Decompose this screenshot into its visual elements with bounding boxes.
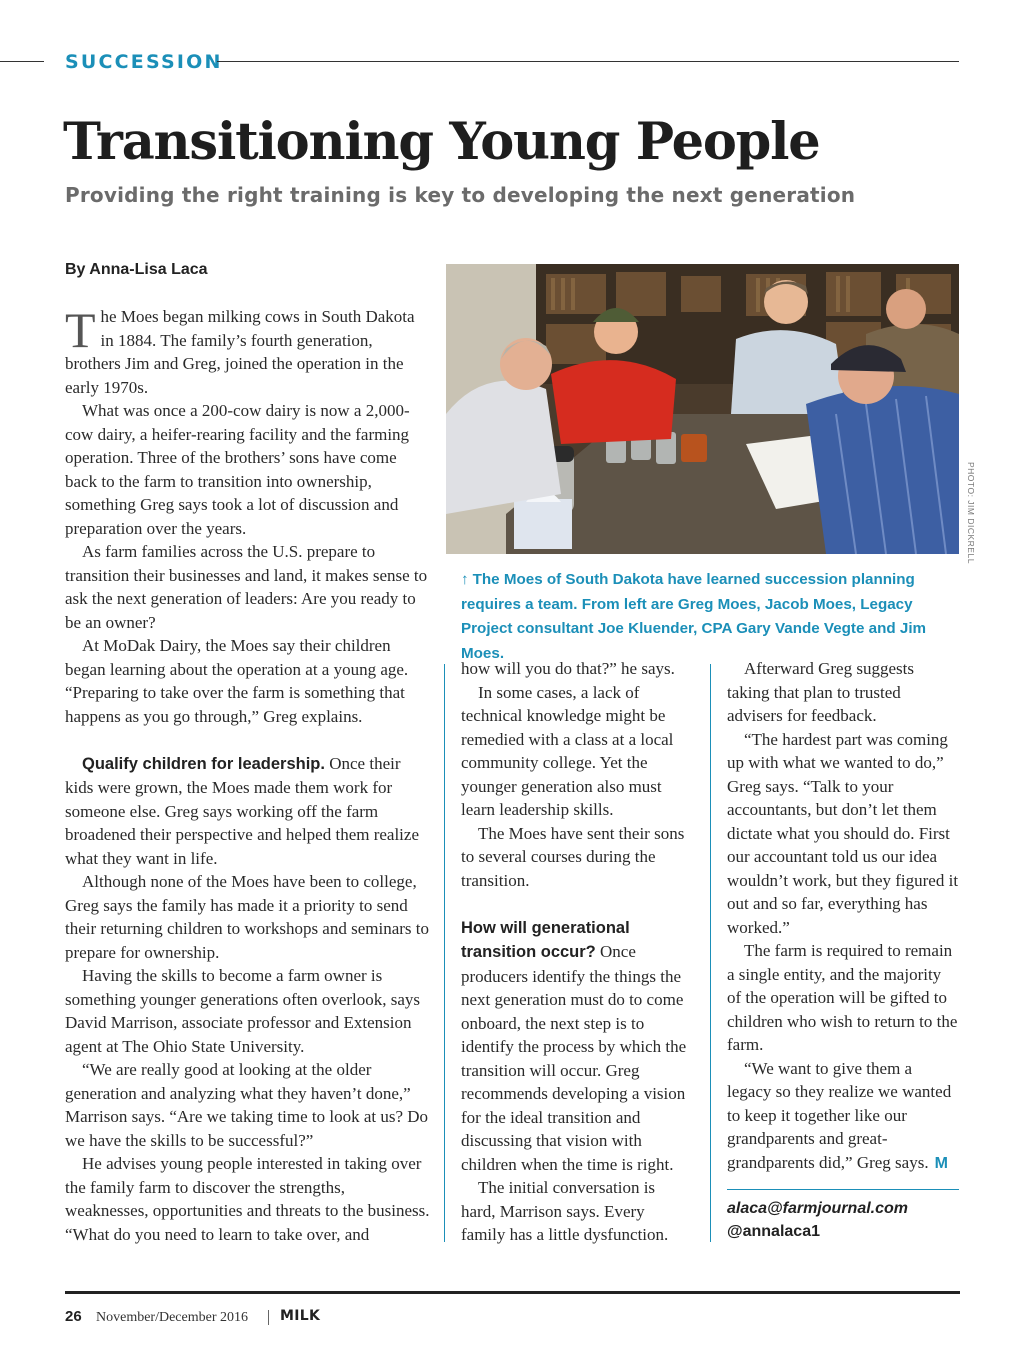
paragraph: What was once a 200-cow dairy is now a 2,000-cow dairy, a heifer-rearing facility and the farming operation. Three of the brothers’ sons have come back to the farm to transition into ownership, something Greg says took a lot of discussion and preparation over the years. [65, 401, 410, 538]
header-rule-right [217, 61, 959, 62]
article-column-1 [65, 302, 430, 1246]
column-divider [444, 664, 445, 1242]
paragraph: How will generational transition occur? Once producers identify the things the next generation must do to come onboard, the next step is to identify the process by which the transition will occur. Greg recommends developing a vision for the ideal transition and discussing that vision with children when the time is right. [461, 918, 687, 1174]
paragraph: The Moes began milking cows in South Dakota in 1884. The family’s fourth generation, brothers Jim and Greg, joined the operation in the early 1970s. [65, 302, 415, 397]
article-title: Transitioning Young People [63, 112, 820, 172]
issue-date: November/December 2016 [96, 1310, 248, 1325]
photo-credit: PHOTO: JIM DICKRELL [966, 462, 976, 564]
subhead-transition: How will generational transition occur? [461, 918, 630, 961]
header-rule-left [0, 61, 44, 62]
section-label: SUCCESSION [65, 51, 223, 73]
page-number: 26 [65, 1308, 82, 1325]
paragraph: He advises young people interested in taking over the family farm to discover the strengths, weaknesses, opportunities and threats to the business. “What do you need to learn to take over, and [65, 1154, 430, 1244]
article-subtitle: Providing the right training is key to developing the next generation [65, 183, 856, 207]
author-social-handle[interactable]: @annalaca1 [727, 1223, 820, 1240]
article-photo [446, 264, 959, 554]
paragraph: “We want to give them a legacy so they realize we wanted to keep it together like our grandparents and great-grandparents did,” Greg says. M [727, 1058, 952, 1172]
footer-separator [268, 1310, 269, 1325]
paragraph: “We are really good at looking at the older generation and analyzing what they haven’t done,” Marrison says. “Are we taking time to look at us? Do we have the skills to be successful?” [65, 1060, 429, 1150]
author-email-link[interactable]: alaca@farmjournal.com [727, 1200, 908, 1217]
byline: By Anna-Lisa Laca [65, 261, 208, 278]
paragraph: At MoDak Dairy, the Moes say their children began learning about the operation at a young age. “Preparing to take over the farm is something that happens as you go through,” Greg explains. [65, 636, 409, 726]
column-divider [710, 664, 711, 1242]
paragraph: Qualify children for leadership. Once their kids were grown, the Moes made them work for someone else. Greg says working off the farm broadened their perspective and helped them realize what they want in life. [65, 753, 419, 868]
footer-rule [65, 1291, 960, 1294]
paragraph: The farm is required to remain a single entity, and the majority of the operation will be gifted to children who wish to return to the farm. [727, 941, 958, 1054]
end-mark: M [934, 1154, 948, 1172]
article-column-2 [461, 657, 693, 1247]
paragraph: how will you do that?” he says. [461, 659, 675, 678]
paragraph: Having the skills to become a farm owner is something younger generations often overlook, says David Marrison, associate professor and Extension agent at The Ohio State University. [65, 966, 421, 1056]
magazine-logo: MILK [280, 1308, 321, 1324]
paragraph: The Moes have sent their sons to several courses during the transition. [461, 823, 685, 890]
article-column-3 [727, 657, 959, 1175]
photo-caption: ↑ The Moes of South Dakota have learned succession planning requires a team. From left are Greg Moes, Jacob Moes, Legacy Project consultant Joe Kluender, CPA Gary Vande Vegte and Jim Moes. [461, 568, 959, 666]
paragraph: Although none of the Moes have been to college, Greg says the family has made it a priority to send their returning children to workshops and seminars to prepare for ownership. [65, 872, 430, 962]
arrow-up-icon: ↑ [461, 571, 469, 588]
paragraph: Afterward Greg suggests taking that plan to trusted advisers for feedback. [727, 659, 914, 725]
subhead-leadership: Qualify children for leadership. [82, 754, 325, 773]
paragraph: “The hardest part was coming up with what we wanted to do,” Greg says. “Talk to your accountants, but don’t let them dictate what you should do. First our accountant told us our idea wouldn’t work, but they figured it out and so far, everything has worked.” [727, 729, 959, 937]
drop-cap: T [65, 302, 96, 358]
paragraph: As farm families across the U.S. prepare to transition their businesses and land, it makes sense to ask the next generation of leaders: Are you ready to be an owner? [65, 542, 428, 632]
contact-divider [727, 1189, 959, 1190]
paragraph: The initial conversation is hard, Marrison says. Every family has a little dysfunction. [461, 1178, 669, 1244]
paragraph: In some cases, a lack of technical knowledge might be remedied with a class at a local community college. Yet the younger generation also must learn leadership skills. [461, 682, 674, 819]
